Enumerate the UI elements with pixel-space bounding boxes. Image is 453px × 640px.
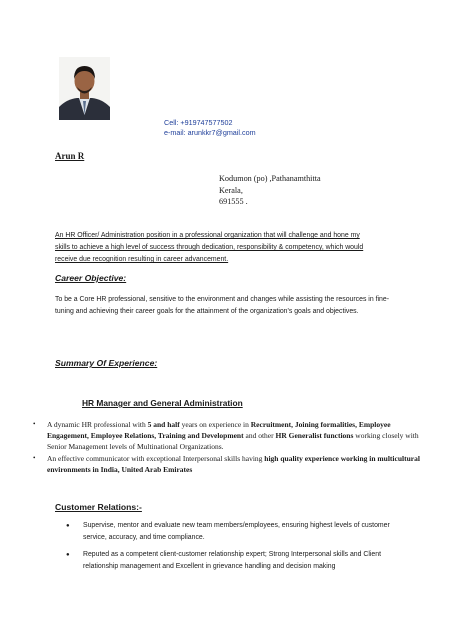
address-line: Kodumon (po) ,Pathanamthitta: [219, 174, 321, 183]
address-block: [219, 173, 321, 208]
hr-section-title: HR Manager and General Administration: [82, 398, 243, 408]
bullet-icon: ●: [66, 523, 70, 529]
list-item: ● Reputed as a competent client-customer relationship expert; Strong Interpersonal skills and Client relationship management and Excellent in grievance handling and decision making: [66, 551, 381, 570]
profile-photo: [59, 57, 110, 120]
list-item: • A dynamic HR professional with 5 and half years on experience in Recruitment, Joining formalities, Employee Engagement, Employee Relations, Training and Development and other HR Generalist functions working closely with Senior Management levels of Multinational Organizations.: [33, 420, 419, 451]
address-line: 691555 .: [219, 197, 248, 206]
summary-heading: Summary Of Experience:: [55, 358, 158, 368]
contact-info: [164, 118, 256, 138]
customer-relations-title: Customer Relations:-: [55, 502, 142, 512]
email-address: e-mail: arunkkr7@gmail.com: [164, 128, 256, 137]
candidate-name: Arun R: [55, 151, 85, 161]
cell-number: Cell: +919747577502: [164, 118, 233, 127]
objective-line: receive due recognition resulting in career advancement.: [55, 256, 229, 263]
address-line: Kerala,: [219, 185, 243, 195]
hr-bullet-list: [33, 419, 428, 476]
list-item: • An effective communicator with exceptional Interpersonal skills having high quality experience working in multicultural environments in India, United Arab Emirates: [33, 454, 420, 474]
career-objective-text: To be a Core HR professional, sensitive to the environment and changes while assisting the resources in fine-tuning and achieving their career goals for the attainment of the organization's goals and objectives.: [55, 296, 389, 315]
list-item: ● Supervise, mentor and evaluate new team members/employees, ensuring highest levels of customer service, accuracy, and time compliance.: [66, 522, 390, 541]
objective-line: An HR Officer/ Administration position in a professional organization that will challenge and hone my: [55, 232, 360, 239]
bullet-icon: •: [33, 454, 36, 462]
bullet-icon: ●: [66, 552, 70, 558]
career-objective-heading: Career Objective:: [55, 273, 127, 283]
customer-relations-list: [66, 520, 406, 578]
bullet-icon: •: [33, 420, 36, 428]
objective-line: skills to achieve a high level of success through dedication, responsibility & competency, which would: [55, 244, 364, 251]
